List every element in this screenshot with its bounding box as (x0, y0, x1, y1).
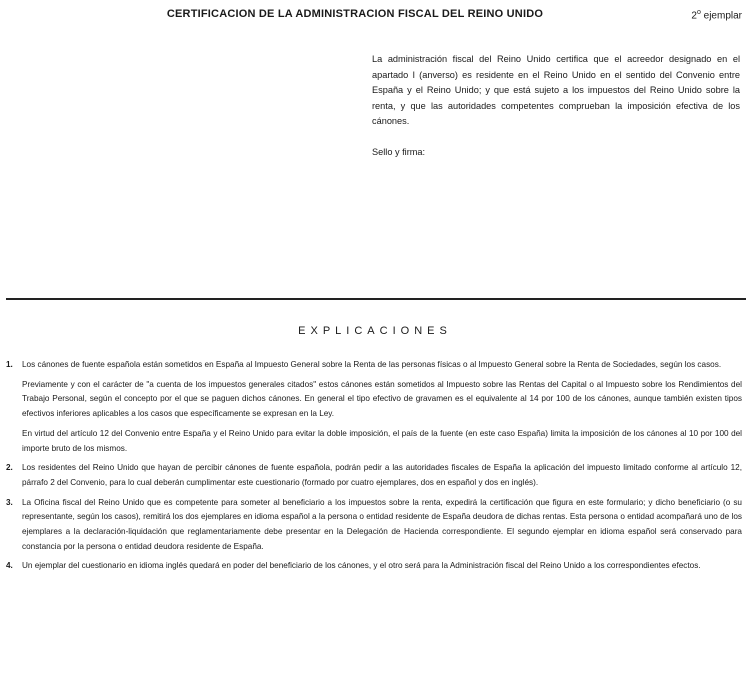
explanation-item (0, 461, 750, 490)
explanation-item (0, 496, 750, 555)
explanation-item (0, 358, 750, 373)
page-title: CERTIFICACION DE LA ADMINISTRACION FISCAL DEL REINO UNIDO (166, 8, 544, 20)
explanations-list (0, 358, 750, 579)
item-text: Los cánones de fuente española están sometidos en España al Impuesto General sobre la Renta de las personas físicas o al Impuesto General sobre la Renta de Sociedades, según los casos. (22, 360, 722, 369)
item-text: Los residentes del Reino Unido que hayan de percibir cánones de fuente española, podrán pedir a las autoridades fiscales de España la aplicación del impuesto limitado conforme al artículo 12, párrafo 2 del Convenio, para lo cual deberán cumplimentar este cuestionario (formado por cuatro ejemplares, dos en español y dos en inglés). (22, 463, 742, 487)
item-number: 4. (6, 561, 13, 571)
explanations-title: EXPLICACIONES (298, 325, 452, 337)
item-number: 1. (6, 360, 13, 369)
copy-number-value: 2 (691, 10, 697, 22)
seal-signature-label: Sello y firma: (372, 147, 426, 157)
copy-number-ordinal: o (696, 9, 701, 16)
explanation-paragraph: Previamente y con el carácter de "a cuenta de los impuestos generales citados" estos cánones están sometidos al Impuesto sobre las Rentas del Capital o al Impuesto sobre los Rendimientos del Trabajo Personal, según el concepto por el que se paguen dichos cánones. En general el tipo efectivo de gravamen es el equivalente al 14 por 100 de los cánones, aunque también existen tipos efectivos inferiores aplicables a los casos que específicamente se expresan en la Ley. (22, 379, 742, 419)
item-number: 2. (6, 463, 13, 473)
item-number: 3. (6, 497, 13, 507)
explanation-paragraph: En virtud del artículo 12 del Convenio entre España y el Reino Unido para evitar la doble imposición, el país de la fuente (en este caso España) limita la imposición de los cánones al 10 por 100 del importe bruto de los mismos. (22, 428, 742, 453)
copy-label: ejemplar (703, 10, 742, 22)
item-text: La Oficina fiscal del Reino Unido que es competente para someter al beneficiario a los impuestos sobre la renta, expedirá la certificación que figura en este formulario; y dicho beneficiario (o su representante, según los casos), remitirá los dos ejemplares en idioma español a la persona o entidad residente de España deudora de dichas rentas. Esta persona o entidad acompañará uno de los ejemplares a la declaración-liquidación que reglamentariamente debe presentar en la Delegación de Hacienda correspondiente. El segundo ejemplar en idioma español será conservado para constancia por la persona o entidad deudora residente de España. (22, 497, 742, 551)
section-divider (6, 298, 746, 300)
item-text: Un ejemplar del cuestionario en idioma inglés quedará en poder del beneficiario de los cánones, y el otro será para la Administración fiscal del Reino Unido a los correspondientes efectos. (22, 561, 701, 571)
explanation-item (0, 559, 750, 574)
certification-text: La administración fiscal del Reino Unido certifica que el acreedor designado en el apartado I (anverso) es residente en el Reino Unido en el sentido del Convenio entre España y el Reino Unido; y que está sujeto a los impuestos del Reino Unido sobre la renta, y que las autoridades competentes comprueban la imposición efectiva de los cánones. (372, 54, 740, 126)
copy-number (691, 9, 742, 21)
